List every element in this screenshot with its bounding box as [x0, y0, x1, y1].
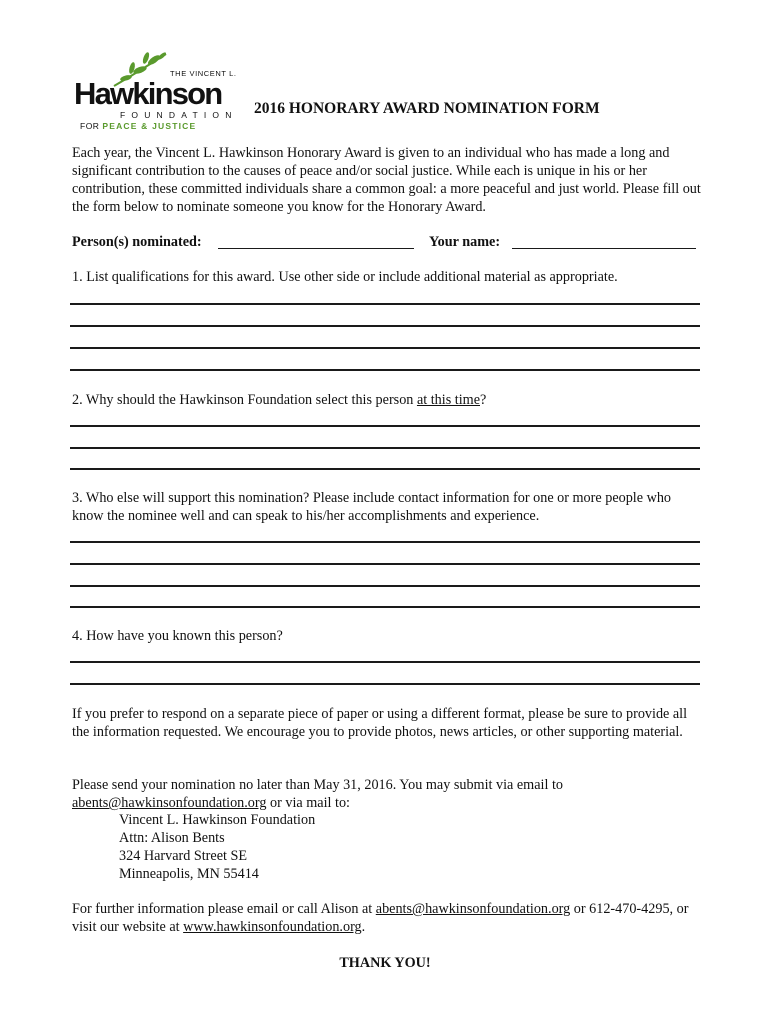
address-line: Attn: Alison Bents: [119, 830, 225, 846]
q2-answer-line-3[interactable]: [70, 468, 700, 470]
logo-foundation: FOUNDATION: [120, 110, 238, 120]
q3-answer-line-1[interactable]: [70, 541, 700, 543]
send-mail-text: or via mail to:: [266, 795, 351, 811]
q2-answer-line-2[interactable]: [70, 447, 700, 449]
question-2: [72, 391, 702, 409]
logo-name: Hawkinson: [74, 76, 222, 111]
logo-peace-justice: PEACE & JUSTICE: [102, 121, 197, 131]
persons-nominated-label: Person(s) nominated:: [72, 234, 202, 250]
logo-tagline: [80, 122, 196, 131]
q1-answer-line-1[interactable]: [70, 303, 700, 305]
q3-answer-line-4[interactable]: [70, 606, 700, 608]
separate-paper-paragraph: If you prefer to respond on a separate piece of paper or using a different format, please be sure to provide all the information requested. We encourage you to provide photos, news articles, or other supporting material.: [72, 706, 688, 740]
further-info-paragraph: [72, 900, 702, 936]
page-title: 2016 HONORARY AWARD NOMINATION FORM: [254, 100, 600, 117]
further-text: For further information please email or call Alison at: [72, 901, 376, 917]
address-line: 324 Harvard Street SE: [119, 848, 248, 864]
q2-suffix: ?: [480, 392, 487, 408]
q1-answer-line-4[interactable]: [70, 369, 700, 371]
further-phone-text: or 612-470-4295, or visit our website at: [72, 901, 689, 935]
persons-nominated-field[interactable]: [218, 234, 414, 249]
send-paragraph: [72, 776, 702, 812]
q4-answer-line-2[interactable]: [70, 683, 700, 685]
intro-paragraph: Each year, the Vincent L. Hawkinson Honorary Award is given to an individual who has made a long and significant contribution to the causes of peace and/or social justice. While each is unique in his or her contribution, these committed individuals share a common goal: a more peaceful and just world. Please fill out the form below to nominate someone you know for the Honorary Award.: [72, 145, 701, 215]
q4-answer-line-1[interactable]: [70, 661, 700, 663]
your-name-field[interactable]: [512, 234, 696, 249]
send-line-1: Please send your nomination no later than May 31, 2016. You may submit via email to: [72, 777, 563, 793]
q3-answer-line-3[interactable]: [70, 585, 700, 587]
question-4: 4. How have you known this person?: [72, 628, 283, 644]
q2-text: 2. Why should the Hawkinson Foundation select this person: [72, 392, 417, 408]
q1-answer-line-3[interactable]: [70, 347, 700, 349]
logo-for: FOR: [80, 121, 100, 131]
address-line: Minneapolis, MN 55414: [119, 866, 259, 882]
question-3: 3. Who else will support this nomination? Please include contact information for one or more people who know the nominee well and can speak to his/her accomplishments and experience.: [72, 490, 672, 524]
logo-the-vincent: THE VINCENT L.: [170, 69, 237, 78]
your-name-label: Your name:: [429, 234, 501, 250]
question-1: 1. List qualifications for this award. Use other side or include additional material as appropriate.: [72, 269, 618, 285]
mailing-address: [119, 811, 315, 883]
q3-answer-line-2[interactable]: [70, 563, 700, 565]
q1-answer-line-2[interactable]: [70, 325, 700, 327]
send-line-2: [72, 794, 702, 812]
q2-answer-line-1[interactable]: [70, 425, 700, 427]
website-link[interactable]: www.hawkinsonfoundation.org: [183, 919, 362, 935]
foundation-logo: [70, 48, 240, 131]
thank-you: THANK YOU!: [339, 955, 431, 971]
send-email-link[interactable]: abents@hawkinsonfoundation.org: [72, 795, 267, 811]
further-email-link[interactable]: abents@hawkinsonfoundation.org: [375, 901, 571, 917]
address-line: Vincent L. Hawkinson Foundation: [119, 812, 316, 828]
q2-underlined: at this time: [416, 392, 480, 408]
further-end: .: [361, 919, 366, 935]
